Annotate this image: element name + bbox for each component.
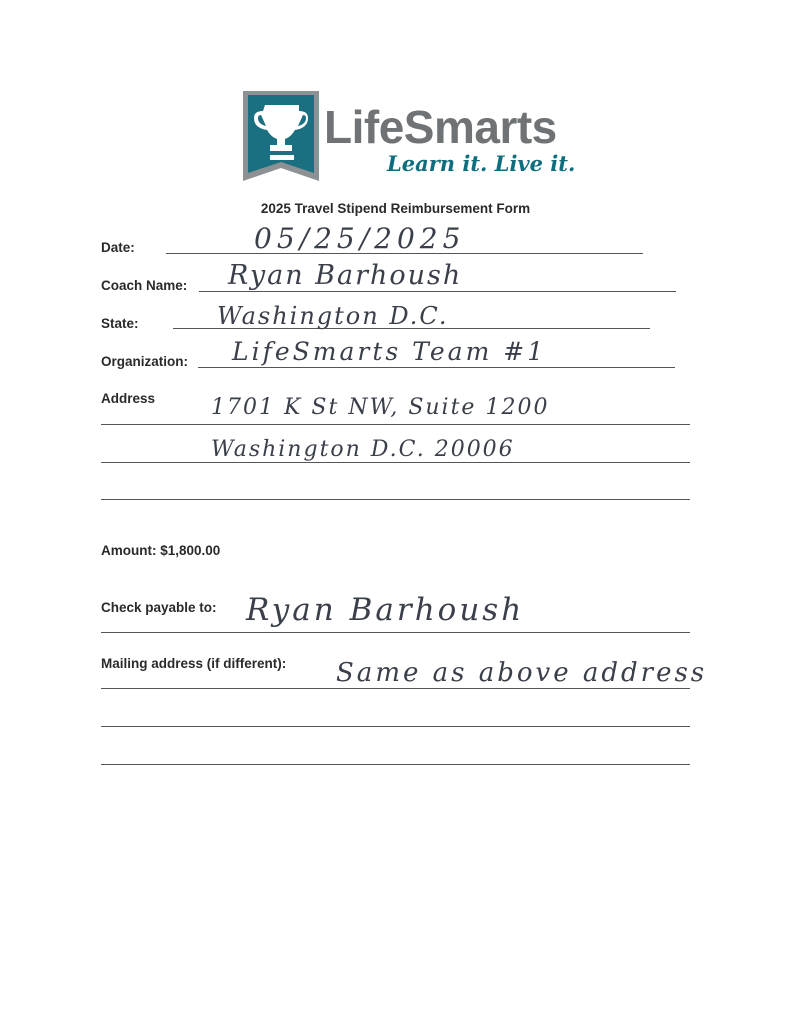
organization-label: Organization: bbox=[101, 354, 188, 369]
coach-name-line bbox=[199, 291, 676, 292]
address-value-line1[interactable]: 1701 K St NW, Suite 1200 bbox=[211, 395, 550, 420]
address-label: Address bbox=[101, 391, 156, 406]
mailing-address-line-2 bbox=[101, 726, 690, 727]
coach-name-value[interactable]: Ryan Barhoush bbox=[228, 260, 463, 291]
logo-tagline: Learn it. Live it. bbox=[387, 151, 576, 176]
coach-name-label: Coach Name: bbox=[101, 278, 188, 293]
date-label: Date: bbox=[101, 240, 135, 255]
mailing-address-value[interactable]: Same as above address bbox=[336, 658, 708, 688]
mailing-address-label: Mailing address (if different): bbox=[101, 656, 287, 671]
organization-value[interactable]: LifeSmarts Team #1 bbox=[232, 337, 547, 366]
mailing-address-line-3 bbox=[101, 764, 690, 765]
check-payable-label: Check payable to: bbox=[101, 600, 217, 615]
state-value[interactable]: Washington D.C. bbox=[217, 302, 449, 330]
address-line-3 bbox=[101, 499, 690, 500]
address-line-2 bbox=[101, 462, 690, 463]
address-value-line2[interactable]: Washington D.C. 20006 bbox=[211, 437, 515, 462]
amount-label: Amount: $1,800.00 bbox=[101, 543, 221, 558]
organization-line bbox=[198, 367, 675, 368]
date-value[interactable]: 05/25/2025 bbox=[254, 222, 466, 255]
address-line-1 bbox=[101, 424, 690, 425]
form-title: 2025 Travel Stipend Reimbursement Form bbox=[260, 201, 531, 216]
check-payable-value[interactable]: Ryan Barhoush bbox=[246, 592, 525, 628]
trophy-emblem-icon bbox=[243, 91, 321, 183]
state-label: State: bbox=[101, 316, 139, 331]
mailing-address-line-1 bbox=[101, 688, 690, 689]
logo-wordmark: LifeSmarts bbox=[324, 101, 557, 153]
check-payable-line bbox=[101, 632, 690, 633]
